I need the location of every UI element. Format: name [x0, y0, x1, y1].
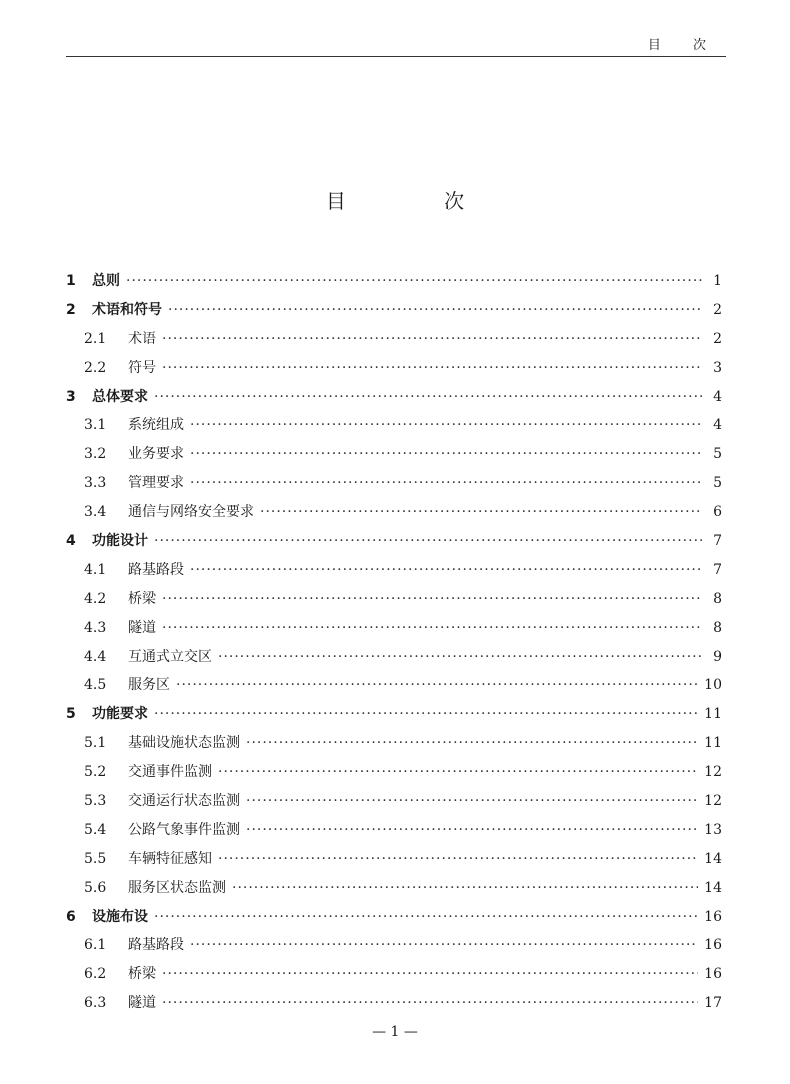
- toc-entry-number: 6.3: [84, 995, 107, 1012]
- toc-entry[interactable]: [66, 646, 722, 675]
- table-of-contents: [66, 270, 722, 1021]
- toc-entry-page: 7: [713, 561, 722, 578]
- toc-entry[interactable]: [66, 270, 722, 299]
- toc-entry-number: 5.3: [84, 793, 107, 810]
- dot-leader: [246, 793, 698, 809]
- toc-entry-page: 16: [704, 966, 722, 983]
- toc-entry-number: 2: [66, 301, 76, 318]
- toc-entry[interactable]: [66, 906, 722, 935]
- dot-leader: [162, 591, 702, 607]
- dot-leader: [232, 880, 698, 896]
- dot-leader: [190, 937, 698, 953]
- toc-entry-page: 10: [704, 677, 722, 694]
- toc-entry-title: 隧道: [128, 619, 156, 636]
- dot-leader: [168, 302, 702, 318]
- toc-entry-title: 通信与网络安全要求: [128, 504, 254, 521]
- toc-entry-page: 13: [704, 821, 722, 838]
- toc-entry[interactable]: [66, 848, 722, 877]
- toc-entry-title: 桥梁: [128, 966, 156, 983]
- toc-entry-page: 11: [704, 706, 722, 723]
- toc-entry-title: 功能要求: [92, 706, 148, 723]
- toc-entry-page: 12: [704, 793, 722, 810]
- toc-entry[interactable]: [66, 934, 722, 963]
- dot-leader: [154, 909, 698, 925]
- toc-entry-page: 4: [713, 417, 722, 434]
- toc-entry-title: 交通运行状态监测: [128, 793, 240, 810]
- toc-entry-number: 3.2: [84, 446, 107, 463]
- toc-entry[interactable]: [66, 761, 722, 790]
- dot-leader: [176, 677, 698, 693]
- toc-entry-number: 2.2: [84, 359, 107, 376]
- dot-leader: [218, 851, 698, 867]
- toc-entry-page: 7: [713, 533, 722, 550]
- toc-entry-title: 术语和符号: [92, 301, 162, 318]
- toc-entry-title: 车辆特征感知: [128, 850, 212, 867]
- toc-entry-page: 16: [704, 908, 722, 925]
- toc-entry-page: 8: [713, 619, 722, 636]
- dot-leader: [190, 562, 702, 578]
- toc-entry-page: 3: [713, 359, 722, 376]
- toc-entry[interactable]: [66, 732, 722, 761]
- toc-entry-title: 符号: [128, 359, 156, 376]
- toc-entry-title: 互通式立交区: [128, 648, 212, 665]
- toc-entry[interactable]: [66, 992, 722, 1021]
- toc-entry-number: 5.2: [84, 764, 107, 781]
- toc-entry-title: 功能设计: [92, 533, 148, 550]
- toc-entry-number: 3.3: [84, 475, 107, 492]
- toc-entry[interactable]: [66, 299, 722, 328]
- dot-leader: [126, 273, 702, 289]
- toc-entry-page: 14: [704, 850, 722, 867]
- toc-entry-page: 5: [713, 446, 722, 463]
- toc-entry[interactable]: [66, 414, 722, 443]
- toc-entry[interactable]: [66, 674, 722, 703]
- toc-entry[interactable]: [66, 617, 722, 646]
- dot-leader: [162, 995, 698, 1011]
- toc-entry-title: 公路气象事件监测: [128, 821, 240, 838]
- toc-entry-title: 基础设施状态监测: [128, 735, 240, 752]
- toc-entry-number: 5.5: [84, 850, 107, 867]
- dot-leader: [260, 504, 702, 520]
- toc-entry-title: 管理要求: [128, 475, 184, 492]
- toc-entry[interactable]: [66, 472, 722, 501]
- toc-entry-title: 交通事件监测: [128, 764, 212, 781]
- toc-entry-number: 6: [66, 908, 76, 925]
- toc-entry-title: 服务区: [128, 677, 170, 694]
- toc-entry-number: 1: [66, 273, 76, 289]
- toc-entry-page: 16: [704, 937, 722, 954]
- dot-leader: [162, 360, 702, 376]
- toc-entry-page: 9: [713, 648, 722, 665]
- dot-leader: [246, 735, 698, 751]
- toc-entry-page: 17: [704, 995, 722, 1012]
- dot-leader: [154, 389, 702, 405]
- toc-entry-title: 隧道: [128, 995, 156, 1012]
- toc-entry[interactable]: [66, 703, 722, 732]
- header-rule: [66, 56, 726, 57]
- toc-entry[interactable]: [66, 877, 722, 906]
- running-head: 目 次: [647, 38, 720, 53]
- toc-entry-number: 4.5: [84, 677, 107, 694]
- toc-entry-number: 5.1: [84, 735, 107, 752]
- toc-entry-title: 总则: [92, 273, 120, 289]
- toc-entry-number: 4: [66, 533, 76, 550]
- toc-entry-number: 4.2: [84, 590, 107, 607]
- toc-entry-title: 术语: [128, 330, 156, 347]
- toc-entry-number: 5.6: [84, 879, 107, 896]
- toc-entry-page: 11: [704, 735, 722, 752]
- toc-entry-title: 业务要求: [128, 446, 184, 463]
- toc-entry-title: 路基路段: [128, 561, 184, 578]
- dot-leader: [246, 822, 698, 838]
- toc-entry[interactable]: [66, 963, 722, 992]
- toc-entry-number: 5: [66, 706, 76, 723]
- toc-entry[interactable]: [66, 790, 722, 819]
- toc-entry-page: 4: [713, 388, 722, 405]
- toc-entry-page: 2: [713, 301, 722, 318]
- toc-entry-title: 系统组成: [128, 417, 184, 434]
- toc-entry[interactable]: [66, 443, 722, 472]
- dot-leader: [162, 620, 702, 636]
- toc-entry[interactable]: [66, 357, 722, 386]
- toc-entry-page: 14: [704, 879, 722, 896]
- dot-leader: [190, 417, 702, 433]
- dot-leader: [162, 331, 702, 347]
- toc-entry-title: 路基路段: [128, 937, 184, 954]
- dot-leader: [190, 475, 702, 491]
- toc-entry-title: 服务区状态监测: [128, 879, 226, 896]
- toc-entry[interactable]: [66, 819, 722, 848]
- toc-entry-number: 6.1: [84, 937, 107, 954]
- toc-entry-title: 总体要求: [92, 388, 148, 405]
- toc-entry-page: 8: [713, 590, 722, 607]
- toc-entry-page: 6: [713, 504, 722, 521]
- toc-entry-number: 4.1: [84, 561, 107, 578]
- toc-entry-page: 12: [704, 764, 722, 781]
- toc-entry[interactable]: [66, 501, 722, 530]
- toc-entry-number: 3.1: [84, 417, 107, 434]
- toc-entry-number: 6.2: [84, 966, 107, 983]
- toc-entry-page: 5: [713, 475, 722, 492]
- toc-entry-title: 设施布设: [92, 908, 148, 925]
- toc-entry-number: 3: [66, 388, 76, 405]
- dot-leader: [218, 764, 698, 780]
- toc-entry-number: 3.4: [84, 504, 107, 521]
- page-title: 目 次: [325, 189, 511, 213]
- toc-entry[interactable]: [66, 588, 722, 617]
- dot-leader: [162, 966, 698, 982]
- toc-entry-number: 2.1: [84, 330, 107, 347]
- toc-entry-number: 4.4: [84, 648, 107, 665]
- dot-leader: [154, 533, 702, 549]
- toc-entry[interactable]: [66, 386, 722, 415]
- toc-entry-title: 桥梁: [128, 590, 156, 607]
- toc-entry[interactable]: [66, 559, 722, 588]
- toc-entry-number: 4.3: [84, 619, 107, 636]
- dot-leader: [190, 446, 702, 462]
- dot-leader: [218, 649, 702, 665]
- toc-entry-page: 1: [713, 273, 722, 289]
- dot-leader: [154, 706, 698, 722]
- page-number: — 1 —: [372, 1024, 418, 1040]
- toc-entry-page: 2: [713, 330, 722, 347]
- toc-entry-number: 5.4: [84, 821, 107, 838]
- toc-entry[interactable]: [66, 328, 722, 357]
- toc-entry[interactable]: [66, 530, 722, 559]
